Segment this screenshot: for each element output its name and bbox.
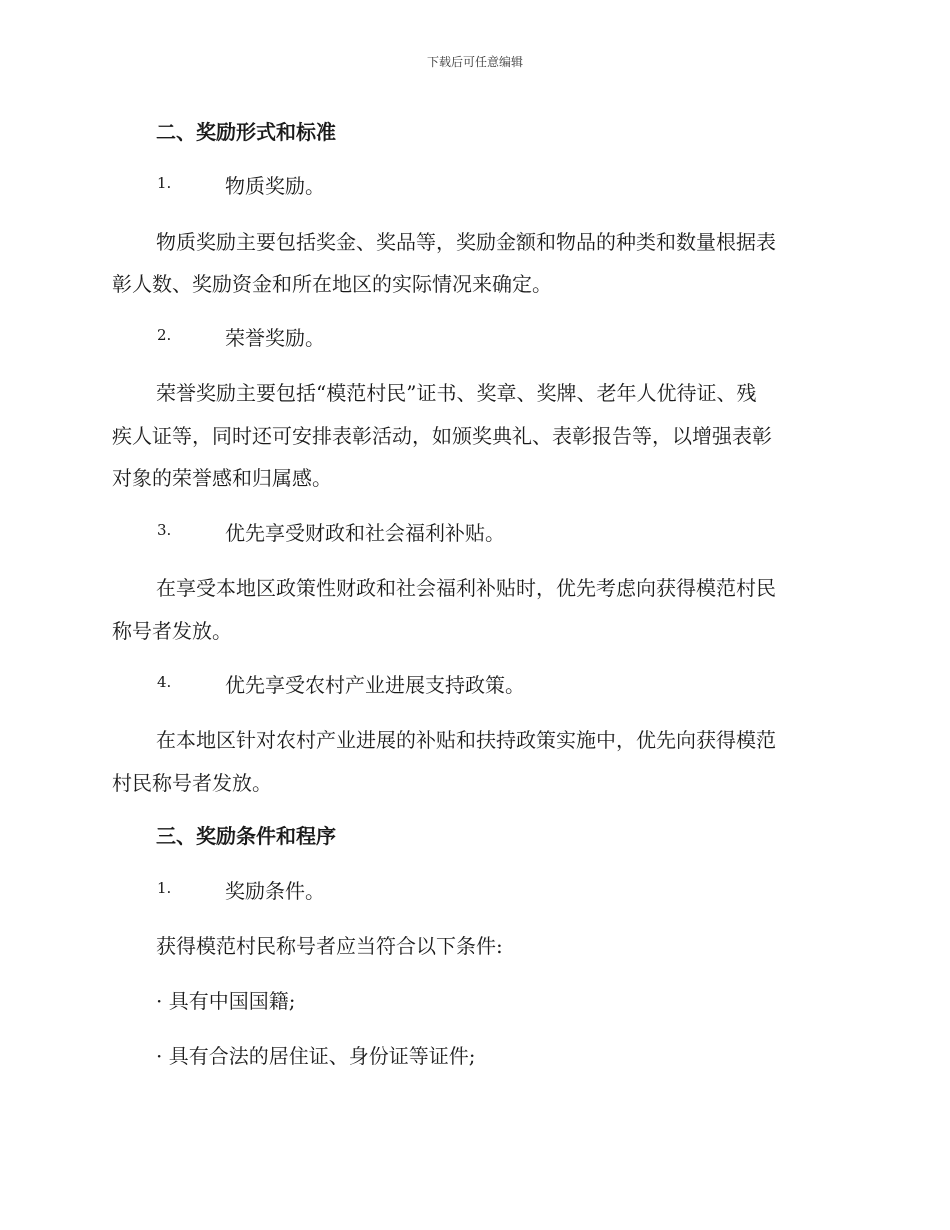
item-3-label: 优先享受财政和社会福利补贴。 xyxy=(225,521,505,545)
item-4-number: 4. xyxy=(157,673,172,691)
section-3-item-1-number: 1. xyxy=(157,879,172,897)
item-1-number: 1. xyxy=(157,174,172,192)
page-header: 下载后可任意编辑 xyxy=(426,55,523,69)
item-3-paragraph-line: 在享受本地区政策性财政和社会福利补贴时，优先考虑向获得模范村民 xyxy=(156,576,776,600)
item-3-number: 3. xyxy=(157,521,172,539)
item-2-label: 荣誉奖励。 xyxy=(225,326,325,350)
conditions-intro: 获得模范村民称号者应当符合以下条件: xyxy=(156,934,503,958)
section-2-title: 二、奖励形式和标准 xyxy=(156,120,336,144)
item-1-paragraph-line: 物质奖励主要包括奖金、奖品等，奖励金额和物品的种类和数量根据表 xyxy=(156,230,776,254)
section-3-title: 三、奖励条件和程序 xyxy=(156,824,336,848)
item-4-label: 优先享受农村产业进展支持政策。 xyxy=(225,673,525,697)
item-3-paragraph-line: 称号者发放。 xyxy=(112,619,232,643)
item-1-paragraph-line: 彰人数、奖励资金和所在地区的实际情况来确定。 xyxy=(112,272,552,296)
item-1-label: 物质奖励。 xyxy=(225,174,325,198)
item-4-paragraph-line: 村民称号者发放。 xyxy=(112,771,272,795)
item-2-paragraph-line: 对象的荣誉感和归属感。 xyxy=(112,466,332,490)
condition-bullet: · 具有合法的居住证、身份证等证件; xyxy=(156,1044,476,1068)
item-4-paragraph-line: 在本地区针对农村产业进展的补贴和扶持政策实施中，优先向获得模范 xyxy=(156,728,776,752)
condition-bullet: · 具有中国国籍; xyxy=(156,989,296,1013)
item-2-paragraph-line: 疾人证等，同时还可安排表彰活动，如颁奖典礼、表彰报告等，以增强表彰 xyxy=(112,424,772,448)
section-3-item-1-label: 奖励条件。 xyxy=(225,879,325,903)
item-2-paragraph-line: 荣誉奖励主要包括“模范村民”证书、奖章、奖牌、老年人优待证、残 xyxy=(156,381,757,405)
item-2-number: 2. xyxy=(157,326,172,344)
